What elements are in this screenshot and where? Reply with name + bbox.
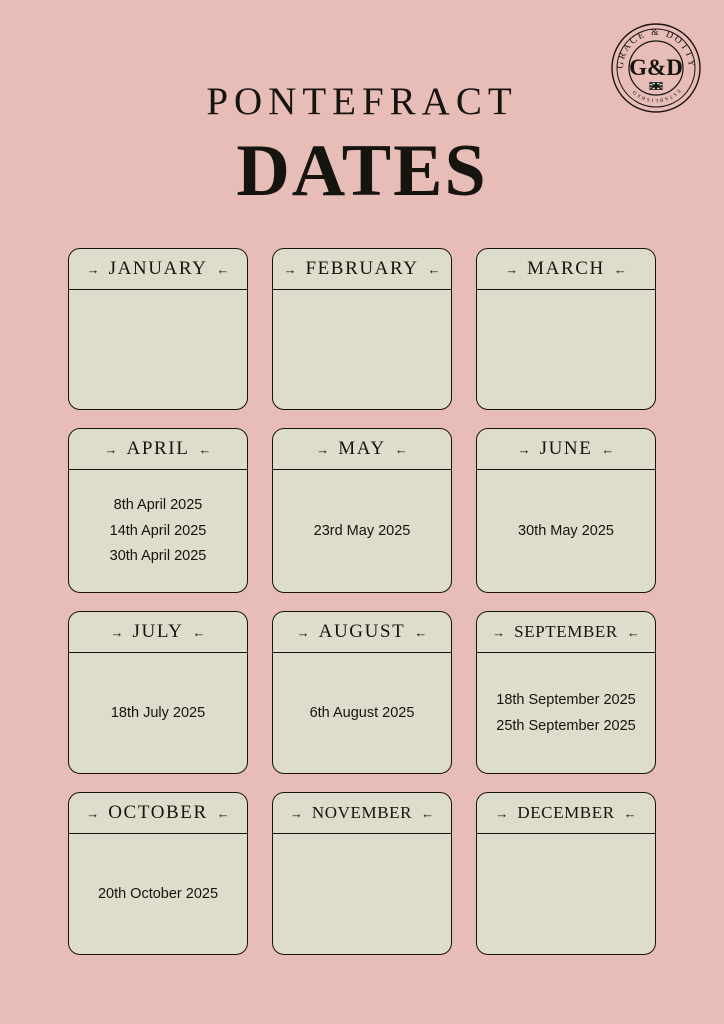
month-dates <box>273 653 451 773</box>
arrow-right-icon: ← <box>427 261 441 277</box>
arrow-right-icon: ← <box>623 805 637 821</box>
arrow-left-icon: → <box>289 805 303 821</box>
date-entry: 18th July 2025 <box>110 704 206 721</box>
month-card-october <box>68 792 248 955</box>
month-card-may <box>272 428 452 593</box>
arrow-left-icon: → <box>110 624 124 640</box>
month-name: DECEMBER <box>517 803 615 822</box>
page-title-block <box>0 82 724 211</box>
arrow-left-icon: → <box>316 441 330 457</box>
month-name: SEPTEMBER <box>514 622 618 641</box>
month-header <box>273 429 451 470</box>
arrow-left-icon: → <box>104 441 118 457</box>
month-header <box>477 429 655 470</box>
month-dates <box>69 290 247 409</box>
month-header <box>273 612 451 653</box>
month-name: FEBRUARY <box>305 258 419 279</box>
arrow-right-icon: ← <box>414 624 428 640</box>
month-name: NOVEMBER <box>311 803 413 822</box>
arrow-right-icon: ← <box>216 261 230 277</box>
month-dates <box>477 470 655 592</box>
month-dates <box>477 290 655 409</box>
month-header <box>273 793 451 834</box>
month-dates <box>69 834 247 954</box>
date-entry: 18th September 2025 <box>496 692 636 709</box>
month-name: MARCH <box>527 258 605 279</box>
page-subtitle: DATES <box>236 130 488 212</box>
month-dates <box>273 834 451 954</box>
month-header <box>69 793 247 834</box>
month-header <box>273 249 451 290</box>
date-entry: 23rd May 2025 <box>313 522 411 539</box>
arrow-right-icon: ← <box>216 805 230 821</box>
date-entry: 14th April 2025 <box>109 522 207 539</box>
arrow-right-icon: ← <box>601 441 615 457</box>
month-card-june <box>476 428 656 593</box>
month-card-january <box>68 248 248 410</box>
month-dates <box>477 834 655 954</box>
svg-text:G&D: G&D <box>629 55 683 80</box>
page-title: PONTEFRACT <box>206 80 518 123</box>
arrow-right-icon: ← <box>198 441 212 457</box>
month-card-august <box>272 611 452 774</box>
arrow-left-icon: → <box>492 624 506 640</box>
month-header <box>69 249 247 290</box>
arrow-left-icon: → <box>495 805 509 821</box>
svg-text:GRACE & DOTTY: GRACE & DOTTY <box>615 27 697 70</box>
month-header <box>477 612 655 653</box>
month-card-november <box>272 792 452 955</box>
arrow-right-icon: ← <box>421 805 435 821</box>
month-dates <box>477 653 655 773</box>
month-name: JULY <box>132 621 184 642</box>
svg-text:ESTABLISHED: ESTABLISHED <box>631 87 681 103</box>
month-name: APRIL <box>126 438 190 459</box>
date-entry: 25th September 2025 <box>496 717 636 734</box>
month-header <box>477 249 655 290</box>
month-dates <box>69 653 247 773</box>
month-header <box>69 429 247 470</box>
arrow-left-icon: → <box>296 624 310 640</box>
month-grid <box>68 248 656 955</box>
date-entry: 20th October 2025 <box>97 885 219 902</box>
month-card-december <box>476 792 656 955</box>
month-card-march <box>476 248 656 410</box>
month-name: AUGUST <box>318 621 406 642</box>
month-name: OCTOBER <box>108 802 208 823</box>
arrow-right-icon: ← <box>192 624 206 640</box>
month-dates <box>273 290 451 409</box>
month-name: JANUARY <box>108 258 208 279</box>
arrow-left-icon: → <box>505 261 519 277</box>
arrow-right-icon: ← <box>613 261 627 277</box>
month-dates <box>69 470 247 592</box>
arrow-left-icon: → <box>86 261 100 277</box>
month-name: JUNE <box>539 438 593 459</box>
date-entry: 6th August 2025 <box>309 704 415 721</box>
date-entry: 30th April 2025 <box>109 548 207 565</box>
arrow-right-icon: ← <box>394 441 408 457</box>
month-card-september <box>476 611 656 774</box>
month-card-april <box>68 428 248 593</box>
arrow-left-icon: → <box>517 441 531 457</box>
month-header <box>69 612 247 653</box>
arrow-left-icon: → <box>283 261 297 277</box>
date-entry: 30th May 2025 <box>518 522 614 539</box>
arrow-left-icon: → <box>86 805 100 821</box>
month-card-february <box>272 248 452 410</box>
month-name: MAY <box>338 438 386 459</box>
month-card-july <box>68 611 248 774</box>
month-dates <box>273 470 451 592</box>
month-header <box>477 793 655 834</box>
date-entry: 8th April 2025 <box>113 497 203 514</box>
arrow-right-icon: ← <box>626 624 640 640</box>
